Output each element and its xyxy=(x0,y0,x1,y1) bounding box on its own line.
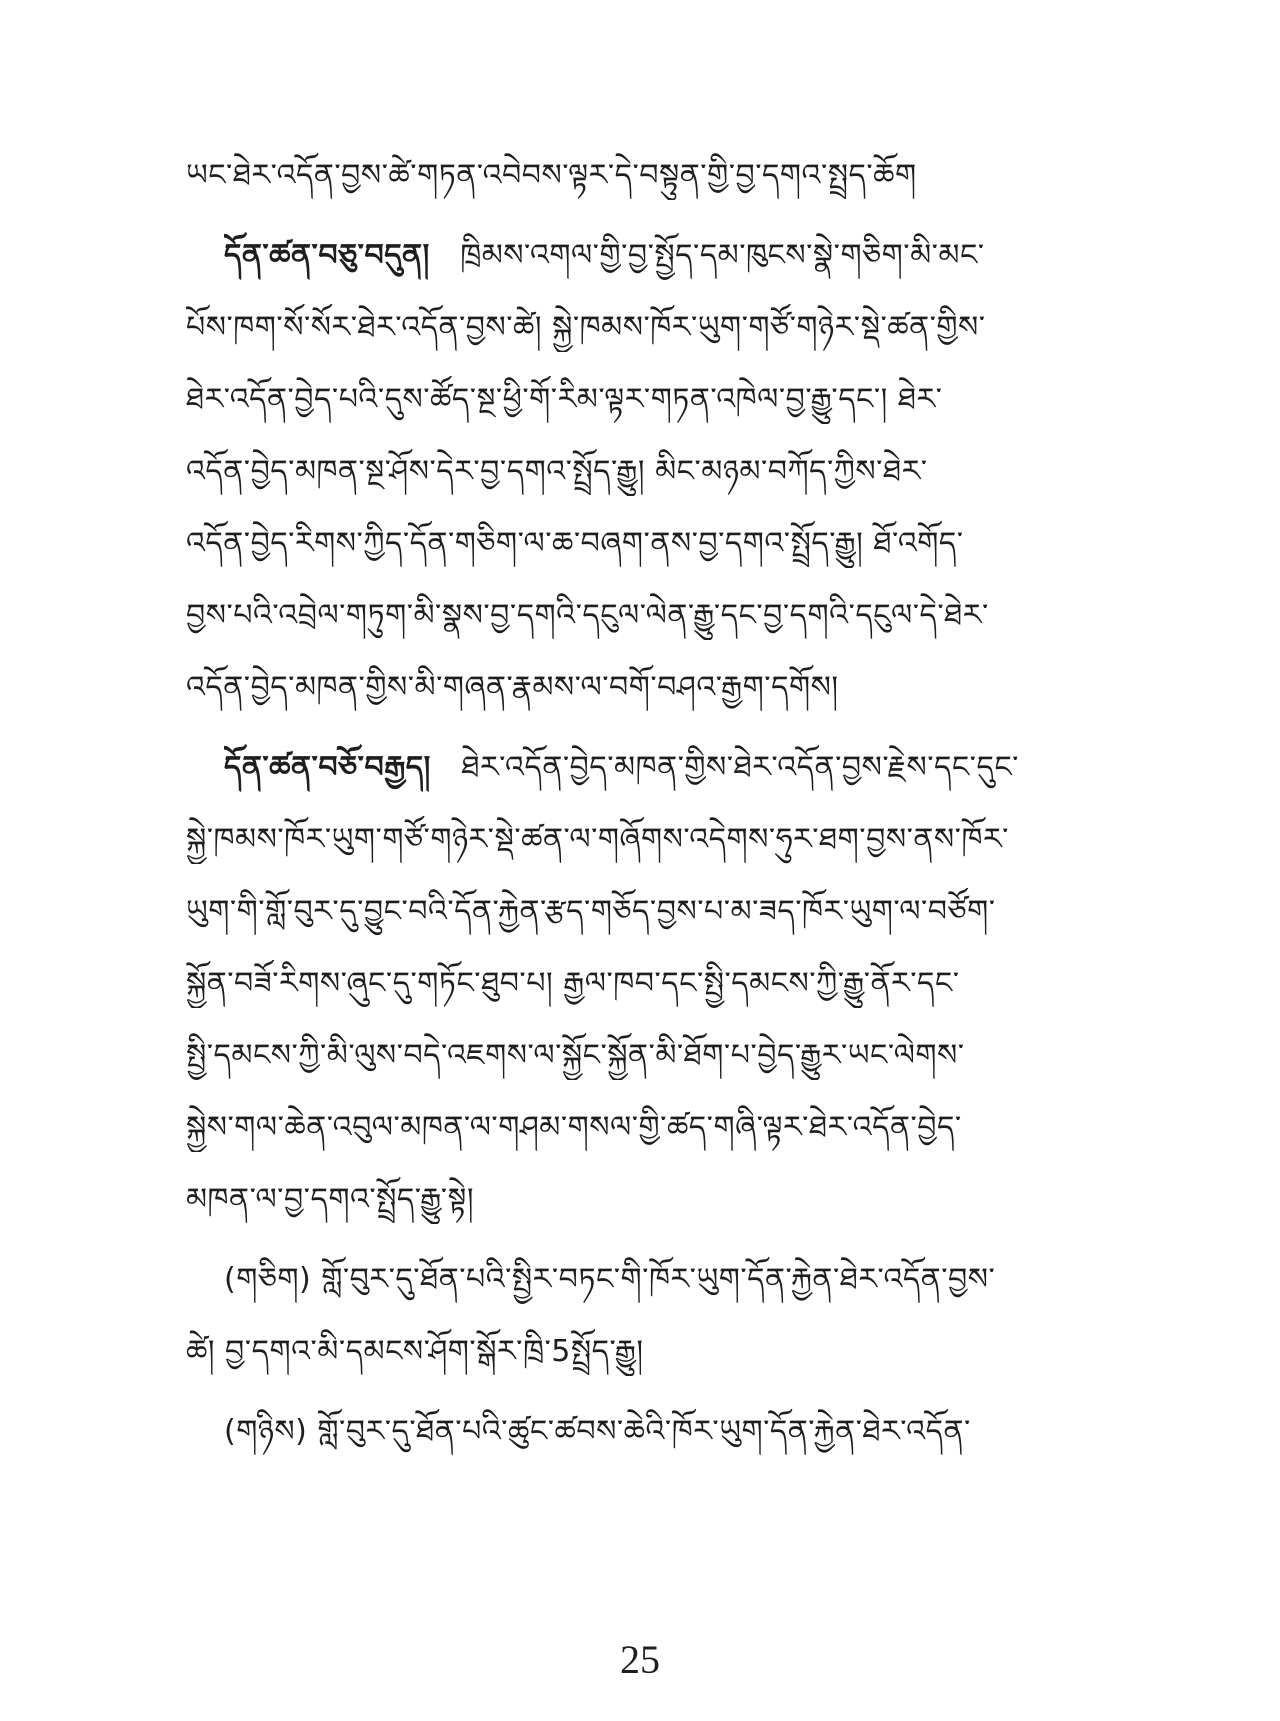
text-line: འདོན་བྱེད་མཁན་སྔ་ཤོས་དེར་བྱ་དགའ་སྤྲོད་རྒྱུ། མིང་མཉམ་བཀོད་ཀྱིས་ཐེར་ xyxy=(186,454,928,489)
page-number: 25 xyxy=(620,1637,660,1682)
paragraph-text: ཐེར་འདོན་བྱེད་མཁན་གྱིས་ཐེར་འདོན་བྱས་རྗེས་དང་དུང་ xyxy=(461,750,1019,785)
text-line: པོས་ཁག་སོ་སོར་ཐེར་འདོན་བྱས་ཚེ། སྐྱེ་ཁམས་ཁོར་ཡུག་གཙོ་གཉེར་སྡེ་ཚན་གྱིས་ xyxy=(186,310,986,345)
article-heading: དོན་ཚན་བཅོ་བརྒྱད། xyxy=(224,750,431,785)
text-line: སྐྱེས་གལ་ཆེན་འབུལ་མཁན་ལ་གཤམ་གསལ་གྱི་ཚད་གཞི་ལྟར་ཐེར་འདོན་བྱེད་ xyxy=(186,1110,962,1145)
text-line: སྐྱེ་ཁམས་ཁོར་ཡུག་གཙོ་གཉེར་སྡེ་ཚན་ལ་གཞོགས་འདེགས་ཧུར་ཐག་བྱས་ནས་ཁོར་ xyxy=(186,822,1009,857)
text-line: འདོན་བྱེད་མཁན་གྱིས་མི་གཞན་རྣམས་ལ་བགོ་བཤའ་རྒྱག་དགོས། xyxy=(186,670,839,705)
paragraph-text: ཁྲིམས་འགལ་གྱི་བྱ་སྤྱོད་དམ་ཁུངས་སྣེ་གཅིག་མི་མང་ xyxy=(460,238,985,273)
text-line: སྐྱོན་བཟོ་རིགས་ཞུང་དུ་གཏོང་ཐུབ་པ། རྒྱལ་ཁབ་དང་སྤྱི་དམངས་ཀྱི་རྒྱུ་ནོར་དང་ xyxy=(186,966,960,1001)
text-line: ཡུག་གི་གློ་བུར་དུ་བྱུང་བའི་དོན་རྐྱེན་རྩད་གཅོད་བྱས་པ་མ་ཟད་ཁོར་ཡུག་ལ་བཙོག་ xyxy=(186,894,996,929)
list-item-line: (གཉིས) གློ་བུར་དུ་ཐོན་པའི་ཚུང་ཚབས་ཆེའི་ཁོར་ཡུག་དོན་རྐྱེན་ཐེར་འདོན་ xyxy=(224,1414,971,1449)
paragraph-line xyxy=(224,744,1106,792)
text-line: ཚེ། བྱ་དགའ་མི་དམངས་ཤོག་སྒོར་ཁྲི་5སྤྲོད་རྒྱུ། xyxy=(186,1334,644,1369)
text-line: ཐེར་འདོན་བྱེད་པའི་དུས་ཚོད་སྔ་ཕྱི་གོ་རིམ་ལྟར་གཏན་འཁེལ་བྱ་རྒྱུ་དང་། ཐེར་ xyxy=(186,382,943,417)
text-line: འདོན་བྱེད་རིགས་ཀྱིད་དོན་གཅིག་ལ་ཆ་བཞག་ནས་བྱ་དགའ་སྤྲོད་རྒྱུ། ཐོ་འགོད་ xyxy=(186,526,964,561)
text-line: མཁན་ལ་བྱ་དགའ་སྤྲོད་རྒྱུ་སྟེ། xyxy=(186,1182,475,1217)
text-line: ཡང་ཐེར་འདོན་བྱས་ཚེ་གཏན་འབེབས་ལྟར་དེ་བསྟུན་གྱི་བྱ་དགའ་སྤྲད་ཆོག xyxy=(186,158,917,193)
paragraph-line xyxy=(224,232,1106,280)
text-line: སྤྱི་དམངས་ཀྱི་མི་ལུས་བདེ་འཇགས་ལ་སྐྱོང་སྐྱོན་མི་ཐོག་པ་བྱེད་རྒྱུར་ཡང་ལེགས་ xyxy=(186,1038,965,1073)
article-heading: དོན་ཚན་བཅུ་བདུན། xyxy=(224,238,430,273)
list-item-line: (གཅིག) གློ་བུར་དུ་ཐོན་པའི་སྤྱིར་བཏང་གི་ཁོར་ཡུག་དོན་རྐྱེན་ཐེར་འདོན་བྱས་ xyxy=(224,1262,996,1297)
text-line: བྱས་པའི་འབྲེལ་གཏུག་མི་སྣས་བྱ་དགའི་དངུལ་ལེན་རྒྱུ་དང་བྱ་དགའི་དངུལ་དེ་ཐེར་ xyxy=(186,598,989,633)
